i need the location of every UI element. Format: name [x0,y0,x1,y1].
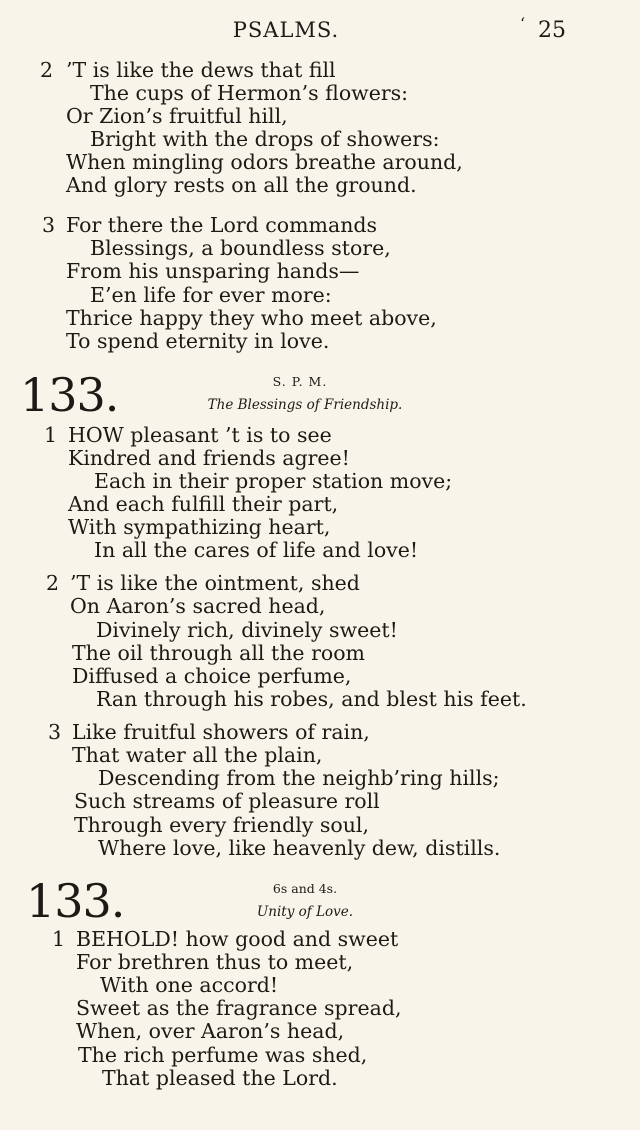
verse-line: When mingling odors breathe around, [66,150,463,174]
stanza-number: 2 [40,58,54,82]
stanza-number: 1 [52,927,66,951]
hymn-subtitle: Unity of Love. [256,904,354,920]
verse-line: ’T is like the dews that fill [66,58,336,82]
page-number: 25 [538,18,566,43]
verse-line: Divinely rich, divinely sweet! [96,618,398,642]
verse-line: Ran through his robes, and blest his feet. [96,687,527,711]
stanza-number: 2 [46,571,60,595]
verse-line: The rich perfume was shed, [78,1043,368,1067]
verse-line: To spend eternity in love. [66,329,330,353]
verse-line: For brethren thus to meet, [76,950,354,974]
running-header: PSALMS. [232,18,340,42]
hymn-number: 133. [26,874,125,928]
verse-line: When, over Aaron’s head, [76,1019,345,1043]
verse-line: In all the cares of life and love! [94,538,419,562]
verse-line: Thrice happy they who meet above, [66,306,437,330]
verse-line: Descending from the neighb’ring hills; [98,766,500,790]
verse-line: ’T is like the ointment, shed [70,571,360,595]
stanza-number: 1 [44,423,58,447]
verse-line: That water all the plain, [72,743,323,767]
verse-line: BEHOLD! how good and sweet [76,927,399,951]
verse-line: For there the Lord commands [66,213,378,237]
verse-line: And glory rests on all the ground. [66,173,417,197]
verse-line: Or Zion’s fruitful hill, [66,104,288,128]
verse-line: From his unsparing hands— [66,259,360,283]
verse-line: Through every friendly soul, [74,813,369,837]
verse-line: Sweet as the fragrance spread, [76,996,402,1020]
verse-line: Kindred and friends agree! [68,446,350,470]
verse-line: Where love, like heavenly dew, distills. [98,836,501,860]
verse-line: Blessings, a boundless store, [90,236,391,260]
stanza-number: 3 [42,213,56,237]
verse-line: Bright with the drops of showers: [90,127,440,151]
verse-line: HOW pleasant ’t is to see [68,423,332,447]
hymn-number: 133. [20,368,119,422]
hymn-subtitle: The Blessings of Friendship. [207,397,403,413]
verse-line: With sympathizing heart, [68,515,331,539]
verse-line: With one accord! [100,973,279,997]
header-mark: ‘ [520,14,526,33]
verse-line: Each in their proper station move; [94,469,453,493]
verse-line: Like fruitful showers of rain, [72,720,370,744]
verse-line: The cups of Hermon’s flowers: [90,81,409,105]
verse-line: Such streams of pleasure roll [74,789,380,813]
hymn-meter: S. P. M. [272,374,328,389]
verse-line: The oil through all the room [72,641,365,665]
verse-line: Diffused a choice perfume, [72,664,352,688]
verse-line: E’en life for ever more: [90,283,332,307]
hymn-meter: 6s and 4s. [272,881,338,896]
stanza-number: 3 [48,720,62,744]
verse-line: And each fulfill their part, [68,492,339,516]
verse-line: That pleased the Lord. [102,1066,338,1090]
verse-line: On Aaron’s sacred head, [70,594,326,618]
